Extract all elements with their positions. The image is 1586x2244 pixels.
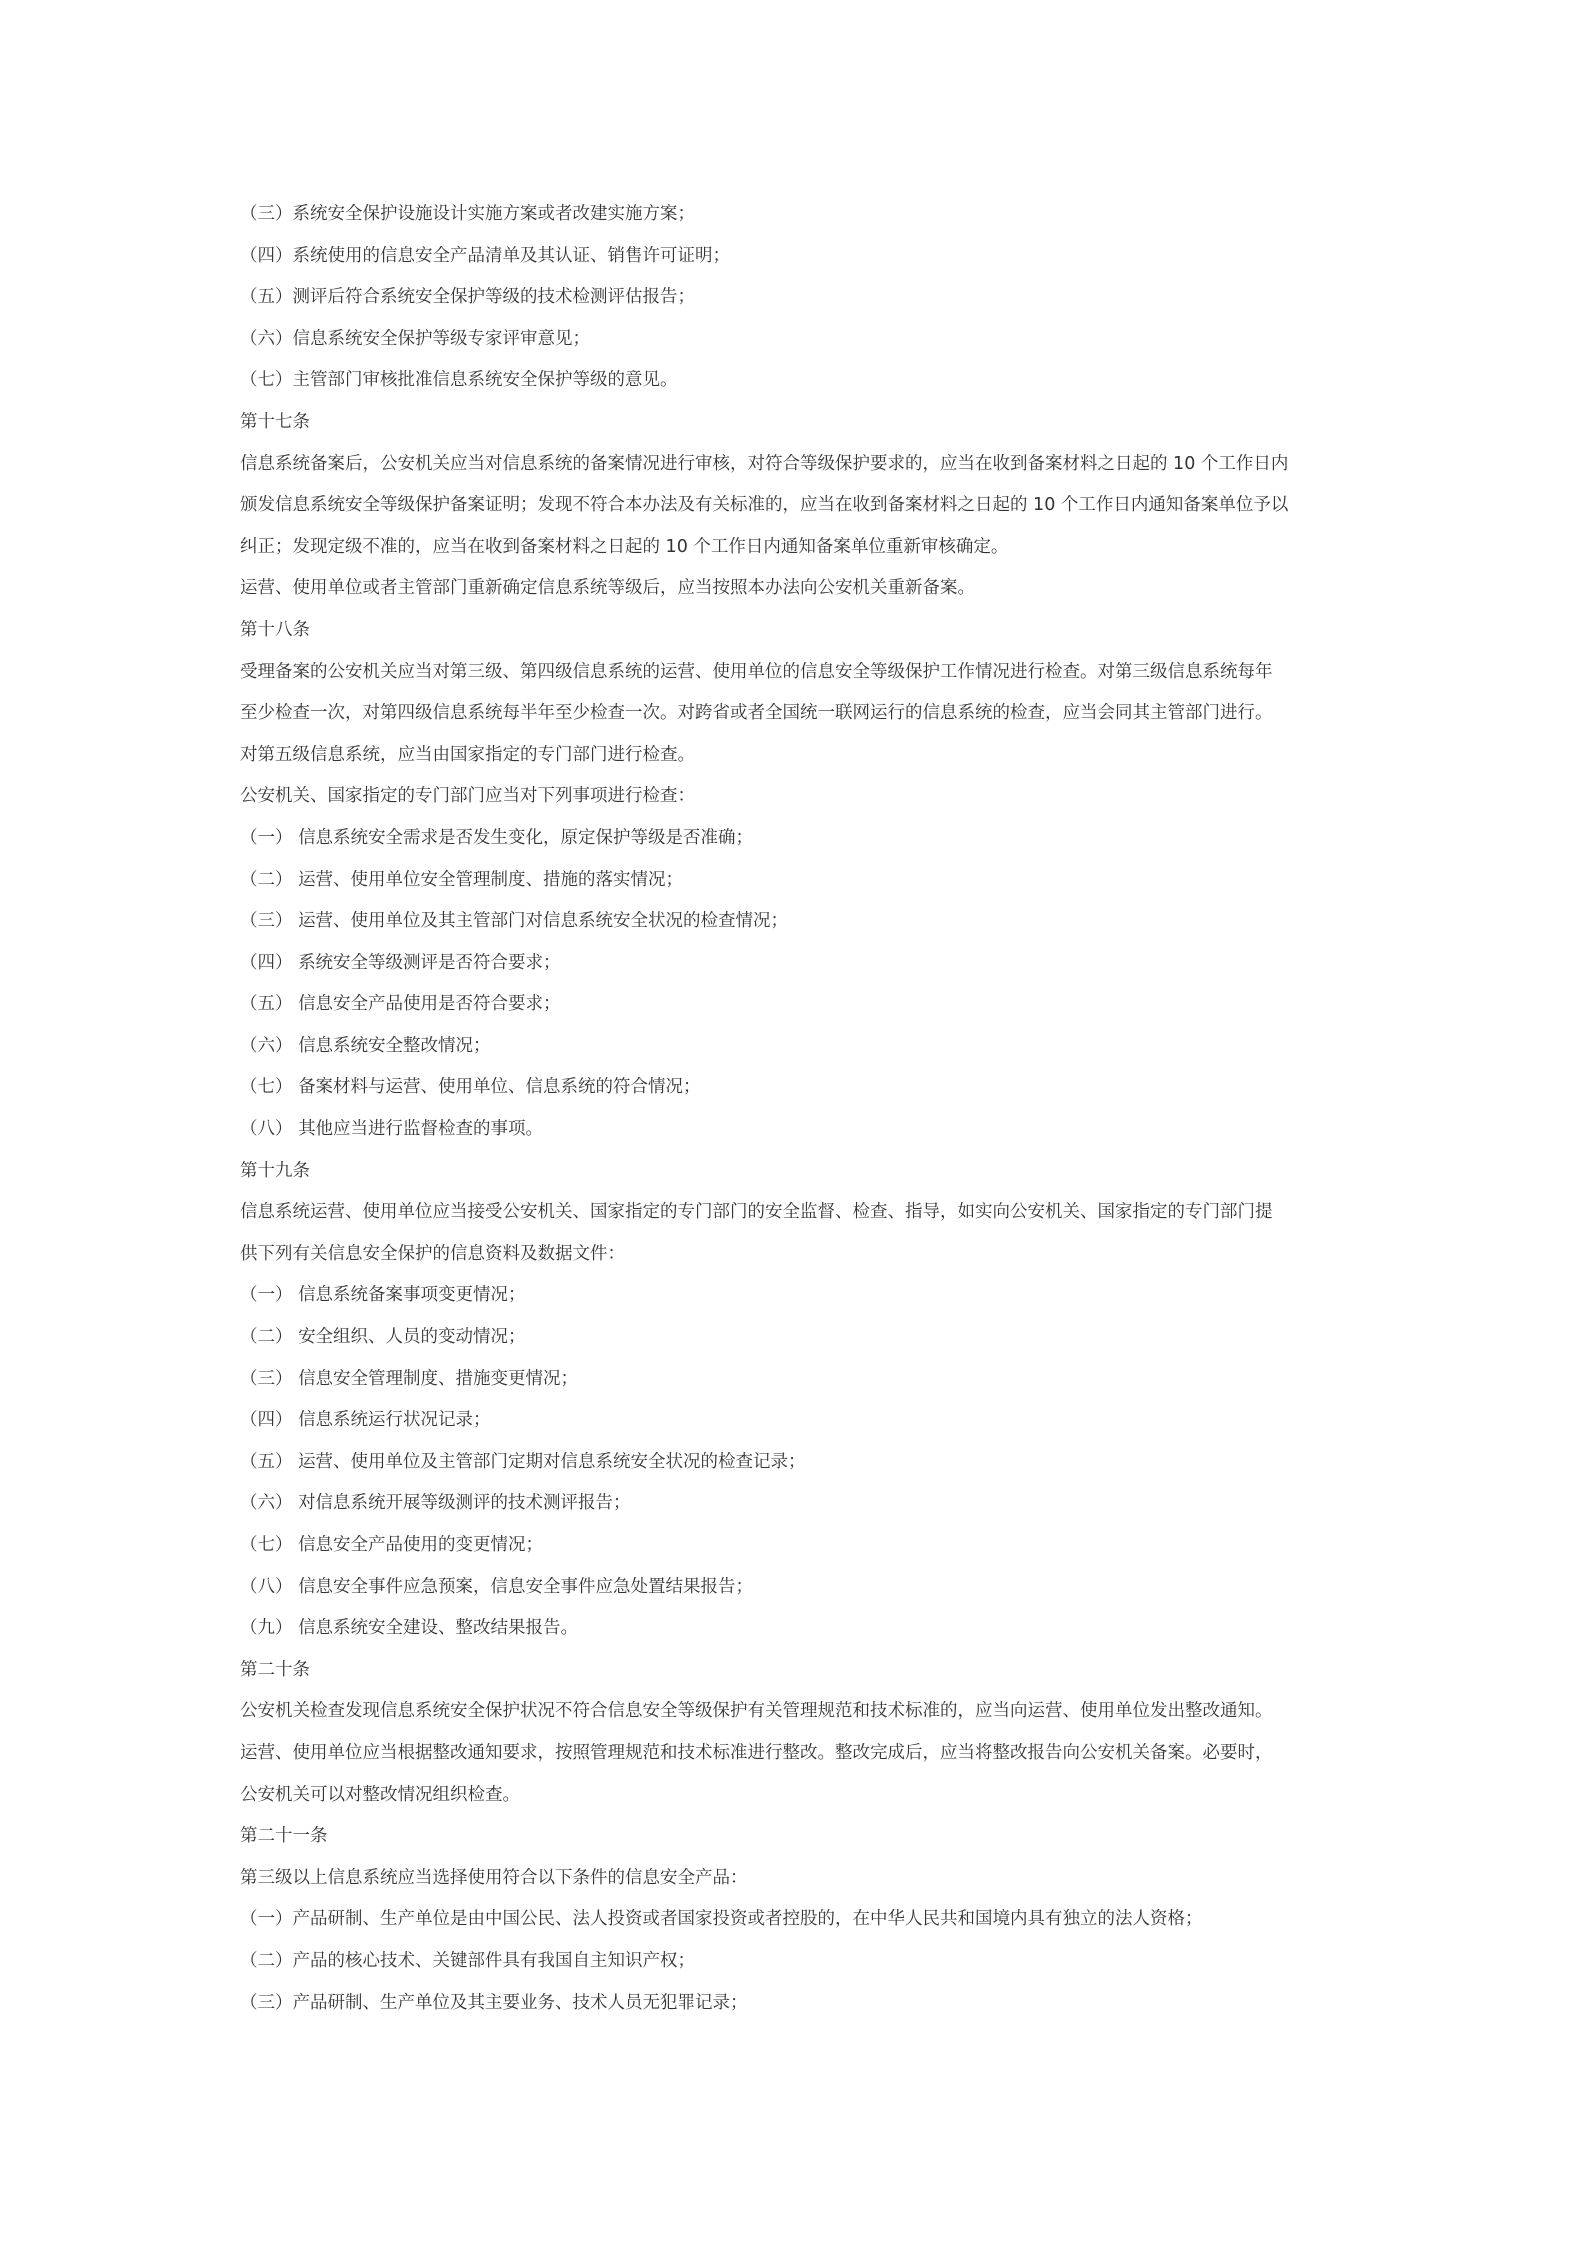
- paragraph-line: 受理备案的公安机关应当对第三级、第四级信息系统的运营、使用单位的信息安全等级保护工作情况进行检查。对第三级信息系统每年: [240, 661, 1273, 682]
- article-heading: 第十八条: [240, 619, 310, 640]
- list-item: （五） 信息安全产品使用是否符合要求；: [240, 994, 561, 1015]
- list-item: （六）信息系统安全保护等级专家评审意见；: [240, 328, 590, 349]
- paragraph-line: 对第五级信息系统，应当由国家指定的专门部门进行检查。: [240, 744, 695, 765]
- paragraph-line: 颁发信息系统安全等级保护备案证明；发现不符合本办法及有关标准的，应当在收到备案材料之日起的 10 个工作日内通知备案单位予以: [240, 495, 1289, 516]
- paragraph-line: 至少检查一次，对第四级信息系统每半年至少检查一次。对跨省或者全国统一联网运行的信息系统的检查，应当会同其主管部门进行。: [240, 703, 1273, 724]
- list-item: （六） 对信息系统开展等级测评的技术测评报告；: [240, 1493, 631, 1514]
- document-page: [240, 194, 1360, 2024]
- paragraph-line: 公安机关可以对整改情况组织检查。: [240, 1784, 520, 1805]
- list-item: （六） 信息系统安全整改情况；: [240, 1035, 491, 1056]
- article-heading: 第二十一条: [240, 1826, 328, 1847]
- article-heading: 第十九条: [240, 1160, 310, 1181]
- list-item: （八） 其他应当进行监督检查的事项。: [240, 1119, 544, 1140]
- list-item: （四）系统使用的信息安全产品清单及其认证、销售许可证明；: [240, 245, 730, 266]
- paragraph-line: 运营、使用单位或者主管部门重新确定信息系统等级后，应当按照本办法向公安机关重新备案。: [240, 578, 975, 599]
- list-item: （八） 信息安全事件应急预案，信息安全事件应急处置结果报告；: [240, 1576, 754, 1597]
- list-item: （二） 安全组织、人员的变动情况；: [240, 1327, 526, 1348]
- list-item: （二）产品的核心技术、关键部件具有我国自主知识产权；: [240, 1950, 695, 1971]
- paragraph-line: 公安机关、国家指定的专门部门应当对下列事项进行检查：: [240, 786, 695, 807]
- paragraph-line: 公安机关检查发现信息系统安全保护状况不符合信息安全等级保护有关管理规范和技术标准的，应当向运营、使用单位发出整改通知。: [240, 1701, 1273, 1722]
- list-item: （七）主管部门审核批准信息系统安全保护等级的意见。: [240, 370, 678, 391]
- list-item: （三）系统安全保护设施设计实施方案或者改建实施方案；: [240, 204, 695, 224]
- list-item: （三） 运营、使用单位及其主管部门对信息系统安全状况的检查情况；: [240, 911, 789, 932]
- list-item: （七） 信息安全产品使用的变更情况；: [240, 1535, 544, 1555]
- list-item: （五）测评后符合系统安全保护等级的技术检测评估报告；: [240, 287, 695, 308]
- list-item: （五） 运营、使用单位及主管部门定期对信息系统安全状况的检查记录；: [240, 1451, 806, 1472]
- list-item: （七） 备案材料与运营、使用单位、信息系统的符合情况；: [240, 1077, 701, 1098]
- list-item: （一） 信息系统备案事项变更情况；: [240, 1285, 526, 1306]
- paragraph-line: 供下列有关信息安全保护的信息资料及数据文件：: [240, 1243, 625, 1264]
- list-item: （四） 信息系统运行状况记录；: [240, 1410, 491, 1431]
- paragraph-line: 第三级以上信息系统应当选择使用符合以下条件的信息安全产品：: [240, 1867, 748, 1888]
- list-item: （一）产品研制、生产单位是由中国公民、法人投资或者国家投资或者控股的，在中华人民共和国境内具有独立的法人资格；: [240, 1909, 1203, 1930]
- list-item: （四） 系统安全等级测评是否符合要求；: [240, 952, 561, 973]
- paragraph-line: 纠正；发现定级不准的，应当在收到备案材料之日起的 10 个工作日内通知备案单位重新审核确定。: [240, 536, 1009, 557]
- list-item: （九） 信息系统安全建设、整改结果报告。: [240, 1618, 579, 1639]
- paragraph-line: 信息系统运营、使用单位应当接受公安机关、国家指定的专门部门的安全监督、检查、指导，如实向公安机关、国家指定的专门部门提: [240, 1202, 1273, 1223]
- list-item: （三） 信息安全管理制度、措施变更情况；: [240, 1368, 579, 1389]
- list-item: （二） 运营、使用单位安全管理制度、措施的落实情况；: [240, 869, 684, 890]
- article-heading: 第二十条: [240, 1659, 310, 1680]
- list-item: （三）产品研制、生产单位及其主要业务、技术人员无犯罪记录；: [240, 1992, 748, 2013]
- paragraph-line: 运营、使用单位应当根据整改通知要求，按照管理规范和技术标准进行整改。整改完成后，应当将整改报告向公安机关备案。必要时，: [240, 1742, 1273, 1763]
- article-heading: 第十七条: [240, 411, 310, 432]
- paragraph-line: 信息系统备案后，公安机关应当对信息系统的备案情况进行审核，对符合等级保护要求的，应当在收到备案材料之日起的 10 个工作日内: [240, 453, 1289, 474]
- list-item: （一） 信息系统安全需求是否发生变化，原定保护等级是否准确；: [240, 827, 754, 848]
